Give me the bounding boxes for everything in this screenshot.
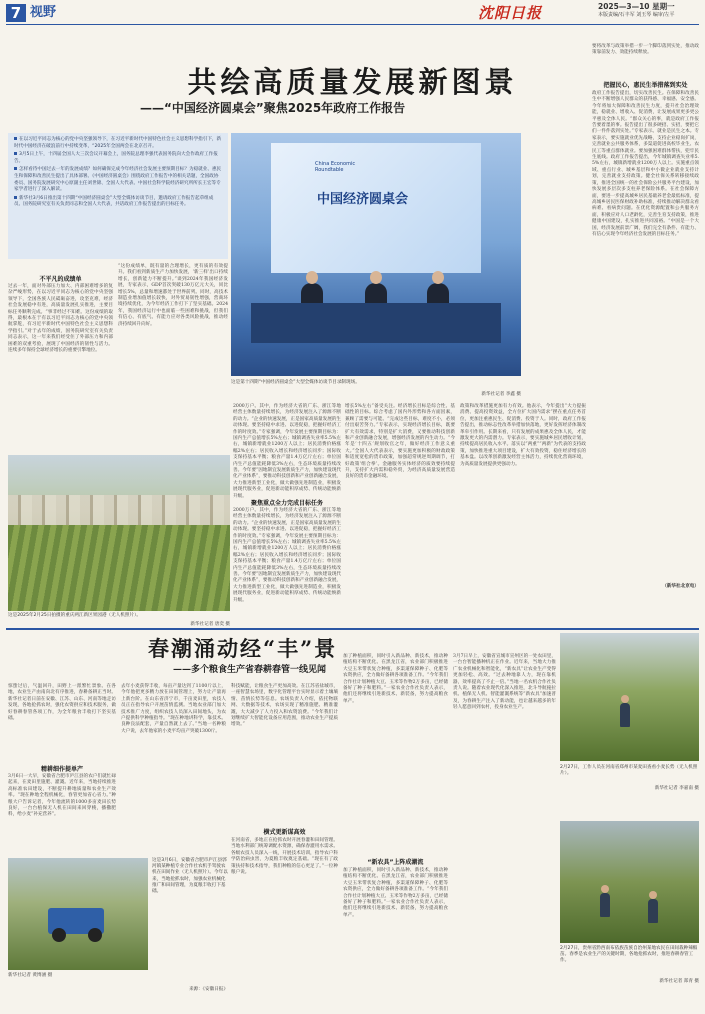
photo5-caption: 2月27日，贵州省黔西南布依族苗族自治州某地农民在田间栽种辣椒苗。春季是农业生产的关键时期，各地抢抓农时，推进春耕春管工作。 (560, 946, 698, 964)
article2-col-c: 科技赋能，让粮食生产更加高效。在江苏省盐城市，一座智慧农场里，数字化管理平台实时显示着土壤墒情、苗情长势等信息。农场负责人介绍，依托物联网、大数据等技术，农场实现了精准施肥、精准灌溉，大大减少了人力投入和农资浪费。“今年我们计划继续扩大智能化设备应用范围，推动农业生产提质增效。” (231, 684, 338, 728)
col3-text-continued: 2000万户。其中，作为经济大省的广东、浙江等地经营主体数量持续增长，为经济发展注入了源源不断的动力。“企业的快速发展，正是国家高质量发展的生动体现。要坚持稳中求进、以进促稳，把握好经济工作的时度效。”专家强调，今年发展主要预期目标为：国内生产总值增长5%左右；城镇调查失业率5.5%左右，城镇新增就业1200万人以上；居民消费价格涨幅2%左右；居民收入增长和经济增长同步；国际收支保持基本平衡；粮食产量1.4万亿斤左右；单位国内生产总值能耗降低3%左右，生态环境质量持续改善。今年要“因地制宜发展新质生产力，加快建设现代化产业体系”，要推动科技创新和产业创新融合发展，大力推进新型工业化，做大做强先进制造业，积极发展现代服务业，促进新动能积厚成势、传统动能焕新升级。 (233, 508, 342, 603)
section-title: 视野 (30, 5, 57, 20)
article2-col-a: 3月6日一大早，安徽省合肥市庐江县的农户们就忙碌起来，在麦田里施肥、灌溉。近年来，当地持续推进高标准农田建设，不断提升耕地质量和农业生产效率。“现在种地全程机械化，春管更加省心省力。”种粮大户告诉记者，今年他流转的1000多亩麦田长势良好，一台台植保无人机在田间来回穿梭，播撒肥料，给小麦“补充营养”。 (8, 774, 116, 818)
roundtable-studio-photo (231, 133, 521, 376)
photo3-credit: 新华社记者 黄博涵 摄 (8, 973, 53, 978)
right-column-credit: （新华社北京电） (662, 584, 699, 589)
col3-subhead: 聚焦重点全力完成目标任务 (250, 500, 323, 507)
farmer-figure (600, 893, 610, 917)
editor-line: 本版责编/石丰军 刘玉琴 编审/左平 (598, 12, 675, 18)
photo5-credit: 新华社记者 郑青 摄 (659, 979, 699, 984)
article1-title: 共绘高质量发展新图景 (187, 65, 518, 99)
bullet-square-icon (14, 152, 17, 155)
article1-subtitle: ——“中国经济圆桌会”聚焦2025年政府工作报告 (140, 101, 406, 115)
farmer-figure (648, 899, 658, 923)
port-fields (8, 525, 230, 611)
article1-summary-box (8, 133, 228, 259)
roundtable-logo-cn: 中国经济圆桌会 (317, 192, 409, 207)
wheel-shape (88, 928, 102, 942)
photo1-caption: 这是第十四期“中国经济圆桌会”大型全媒体访谈节目录制现场。 (231, 380, 360, 385)
article2-title: 春潮涌动经“丰”景 (148, 636, 338, 661)
article2-source: 来源：《安徽日报》 (188, 987, 228, 992)
col1-subhead: 不平凡的成绩单 (39, 276, 82, 283)
bullet-square-icon (14, 137, 17, 140)
pepper-planting-photo (560, 821, 699, 943)
section-divider (6, 628, 699, 630)
article2-subhead-c: “新农具”上阵成潮流 (367, 859, 424, 866)
studio-backdrop (271, 143, 481, 273)
summary-paragraph: 怎样看待中国过去一年的发展成绩？如何确保完成今年经济社会发展主要预期目标？为稳就业、惠民生和保障和改善民生提出了具体部署。《中国经济圆桌会》围绕政府工作报告中的相关话题，全国政协委员、国务院发展研究中心原副主任刘世锦、全国人大代表、中国社会科学院经济研究所所长王宏等专家学者进行了深入解读。 (14, 167, 222, 193)
wheel-shape (52, 928, 66, 942)
article2-col-d: 在河南省，多地正在抢抓农时开展春灌和田间管理。当地水利部门统筹调配水资源，确保春灌用水需求。各级农技人员深入一线，开展技术培训，指导农户科学防治病虫害，为夏粮丰收奠定基础。“现在有了政策扶持和技术指导，我们种粮的信心更足了。”一位种粮户说。 (231, 838, 338, 876)
bullet-square-icon (14, 167, 17, 170)
col6-text: 政策和改革措施更加有力有效。他表示，今年提出“大力提振消费、提高投资效益，全方位扩大国内需求”摆在重点任务首位，更加注重惠民生、促消费、投资于人。同时，政府工作报告提出，推动标志性改革举措加快落地，更好发挥经济体制改革牵引作用。长期来看，只有发展的成果惠及全体人民，才能激发更大的内需潜力。专家表示，要实施城乡居民增收计划，持续提高居民收入水平。落实以“两重”“两新”为代表的支持政策，加快推进重大项目建设，扩大有效投资，稳住经济增长的基本盘。以改革创新激发经营主体活力，持续优化营商环境，为高质量发展提供更强动力。 (460, 404, 586, 467)
photo2-credit: 新华社记者 唐奕 摄 (190, 622, 230, 627)
summary-paragraph: 在以习近平同志为核心的党中央坚强领导下，在习近平新时代中国特色社会主义思想科学指引下，新时代中国经济在破浪前行中持续变革，“2025年全国两会在北京召开。 (14, 137, 222, 149)
header-rule (6, 24, 699, 25)
article2-subtitle: ——多个粮食生产省春耕春管一线见闻 (173, 665, 327, 675)
studio-desk (251, 303, 501, 343)
col3-text: 2000万户。其中，作为经济大省的广东、浙江等地经营主体数量持续增长，为经济发展注入了源源不断的动力。“企业的快速发展，正是国家高质量发展的生动体现。要坚持稳中求进、以进促稳，把握好经济工作的时度效。”专家强调，今年发展主要预期目标为：国内生产总值增长5%左右；城镇调查失业率5.5%左右，城镇新增就业1200万人以上；居民消费价格涨幅2%左右；居民收入增长和经济增长同步；国际收支保持基本平衡；粮食产量1.4万亿斤左右；单位国内生产总值能耗降低3%左右，生态环境质量持续改善。今年要“因地制宜发展新质生产力，加快建设现代化产业体系”，要推动科技创新和产业创新融合发展，大力推进新型工业化，做大做强先进制造业，积极发展现代服务业，促进新动能积厚成势、传统动能焕新升级。 (233, 404, 342, 499)
right-column-subhead: 把握民心，惠民生举措落到实处 (603, 82, 688, 89)
col5-text: 增长5%左右”备受关注。经济增长目标是综合性、基础性的目标。综合考虑了国内外形势和各方面因素，兼顾了需要与可能。“完成这些目标，难度不小，必须付出艰苦努力。”专家表示，实现经济增长目标，既要扩大有效需求，特别是扩大消费，又要推动科技创新和产业创新融合发展，增强经济发展的内生动力。“今年是‘十四五’规划收官之年，做好经济工作意义重大。”全国人大代表表示，要实施更加积极的财政政策和适度宽松的货币政策，加强超常规逆周期调节，打好政策‘组合拳’。金融服务实体经济的质效要持续提升，支持扩大内需和稳外贸，为经济高质量发展营造良好的货币金融环境。 (345, 404, 455, 480)
photo1-credit: 新华社记者 李鑫 摄 (481, 392, 521, 397)
col1-text: 过去一年，面对外部压力加大、内部困难增多的复杂严峻形势，在以习近平同志为核心的党中央坚强领导下，全国各族人民砥砺奋进，攻坚克难，经济社会发展稳中有进，高质量发展扎实推进，主要目标任务顺利完成。“事非经过不知难。这份成绩的取得，最根本在于有以习近平同志为核心的党中央领航掌舵，有习近平新时代中国特色社会主义思想科学指引。”对于去年的成绩，国务院研究室有关负责同志表示，这一年来我们经受住了外部压力和内部困难的双重考验，展现了中国经济的韧性与活力。连续多年保持全球经济增长的重要引擎地位。 (8, 284, 113, 354)
wheat-field-photo (560, 633, 699, 761)
summary-paragraph: 新华社3月6日推出第十四期“中国经济圆桌会”大型全媒体访谈节目，邀请政府工作报告起草组成员、国务院研究室有关负责同志和全国人大代表，共话政府工作报告提出的目标任务。 (14, 195, 214, 208)
newspaper-brand-logo: 沈阳日报 (478, 4, 543, 22)
article2-col-e: 加了种植面积，同时引入新品种、新技术，推动种植结构不断优化。在黑龙江省，农业部门积极推进大豆玉米带状复合种植，多渠道保障种子、化肥等农资供应，全力做好备耕各项准备工作。“今年我们合作社计划种植大豆、玉米等作物2万多亩，已经储备好了种子和肥料。”一家农业合作社负责人表示，他们还将继续引进新技术、新装备，努力提高粮食单产。 (343, 654, 448, 704)
photo4-caption: 2月27日，工作人员在河南省郑州市某麦田查看小麦长势（无人机照片）。 (560, 765, 698, 777)
farm-machinery-photo (8, 858, 148, 970)
photo4-credit: 新华社记者 李嘉南 摄 (654, 786, 699, 791)
article2-col-f: 加了种植面积，同时引入新品种、新技术，推动种植结构不断优化。在黑龙江省，农业部门积极推进大豆玉米带状复合种植，多渠道保障种子、化肥等农资供应，全力做好备耕各项准备工作。“今年我们合作社计划种植大豆、玉米等作物2万多亩，已经储备好了种子和肥料。”一家农业合作社负责人表示，他们还将继续引进新技术、新装备，努力提高粮食单产。 (343, 868, 448, 918)
right-column-top-text: 要将改革与政策举措一步一个脚印落到实处，推动政策靠前发力、效能持续释放。 (592, 44, 699, 56)
summary-paragraph: 3月5日上午，十四届全国人大三次会议开幕会上，国务院总理李强代表国务院向大会作政府工作报告。 (14, 152, 218, 164)
right-column-text: 政府工作报告提出，切实改善民生。在保障和改善民生中不断增强人民群众的获得感、幸福感、安全感。今年将加大保障和改善民生力度，提升社会治理效能，稳就业、增收入、促消费，让发展成果更多更公平惠及全体人民。“群众关心的事，就是政府工作报告要着墨的事。报告提出了很多硬招、实招，要把它们一件件落到实处。”专家表示。就业是民生之本。专家表示，要实施就业优先战略，支持企业稳岗扩岗，完善就业公共服务体系，多渠道促进高校毕业生、农民工等重点群体就业。要加强困难群体帮扶，兜牢民生底线。政府工作报告提出，今年城镇调查失业率5.5%左右，城镇新增就业1200万人以上。实施重点领域、重点行业、城乡基层和中小微企业就业支持计划，完善就业支持政策。健全社保关系转移接续政策，推进全国统一的社会保险公共服务平台建设，加快发展多层次多支柱养老保险体系。在社会保障方面，要进一步提高城乡居民基础养老金最低标准，提高城乡居民医保财政补助标准，持续推动解决群众看病难、看病贵问题。在优化资源配置和公共服务方面，积极应对人口老龄化，完善生育支持政策，推进健康中国建设，扎实推进共同富裕。“中国是一个大国，经济发展前景广阔，我们完全有条件、有能力、有信心实现今年经济社会发展的目标任务。” (592, 91, 699, 237)
header-info (598, 3, 675, 19)
article2-intro: 惊蛰过后，气温回升，田野上一派繁忙景象。在各地，农业生产由南向北有序推进，春耕备耕正当时。新华社记者日前在安徽、江苏、山东、河南等地走访发现，各地抢抓农时，强化农资供应和技术服务，做好春耕春管各项工作，为全年粮食丰收打下坚实基础。 (8, 684, 116, 722)
article2-col-g: 3月7日早上，安徽省宣城市宣州区的一处农田里，一台台智能播种机正在作业。近年来，当地大力推广农业机械化和智能化，“新农具”让农业生产变得更加轻松、高效。“过去种地靠人力，现在靠机器，效率提高了不止一倍。”当地一名农机合作社负责人说。随着农业现代化深入推进，北斗导航拖拉机、植保无人机、智能灌溉系统等“新农具”加速普及，为春耕生产注入了新动能，也让越来越多的年轻人愿意回到农村，投身农业生产。 (453, 654, 556, 711)
port-buildings (8, 495, 230, 525)
date-line: 2025—3—10 星期一 (598, 2, 675, 11)
col2-text: “这份成绩单，既有量的合理增长，更有质的有效提升。我们看到新质生产力加快发展，‘新三样’出口持续增长，创新能力不断提升。”谈到2024年我国经济发展，专家表示，GDP首次突破130万亿元大关，同比增长5%，总量和增速都处于世界前列。同时，高技术制造业增加值增长较快，对外贸易韧性增强，营商环境持续优化，为今年经济工作打下了坚实基础。2024年，我国经济运行中也面临一些困难和挑战，但我们有信心、有底气、有能力应对各类风险挑战，推动经济持续回升向好。 (118, 264, 228, 327)
roundtable-logo-en: China Economic Roundtable (315, 161, 356, 173)
article2-subhead-b: 横式更新谋高效 (263, 829, 306, 836)
photo3-caption: 这是3月6日，安徽省合肥市庐江县郭河镇某种植专业合作社农机手驾驶农机在田间作业（无人机照片）。今年以来，当地抢抓农时，加强农业机械化推广和田间管理，为夏粮丰收打下基础。 (152, 858, 228, 895)
chongqing-port-photo (8, 455, 230, 611)
photo2-caption: 这是2025年2月25日拍摄的重庆两江新区果园港（无人机照片）。 (8, 613, 142, 618)
bullet-square-icon (14, 196, 17, 199)
worker-figure (620, 703, 630, 727)
article2-col-b: 去年小麦获得丰收，每亩产量达到了1100斤以上，今年他把更多精力放在田间管理上，努力让产量再上新台阶。在山东省济宁市，千亩麦田里，农技人员正在指导农户开展苗情监测。当地农业部门加大技术推广力度，组织农技人员深入田间地头，为农户提供科学种植指导。“现在种地讲科学，靠技术。良种良法配套，产量自然就上去了。”当地一名种粮大户说，去年他家的小麦平均亩产突破1300斤。 (121, 684, 226, 734)
article2-subhead-a: 精耕细作提单产 (40, 766, 83, 773)
page-number-badge: 7 (6, 4, 26, 22)
